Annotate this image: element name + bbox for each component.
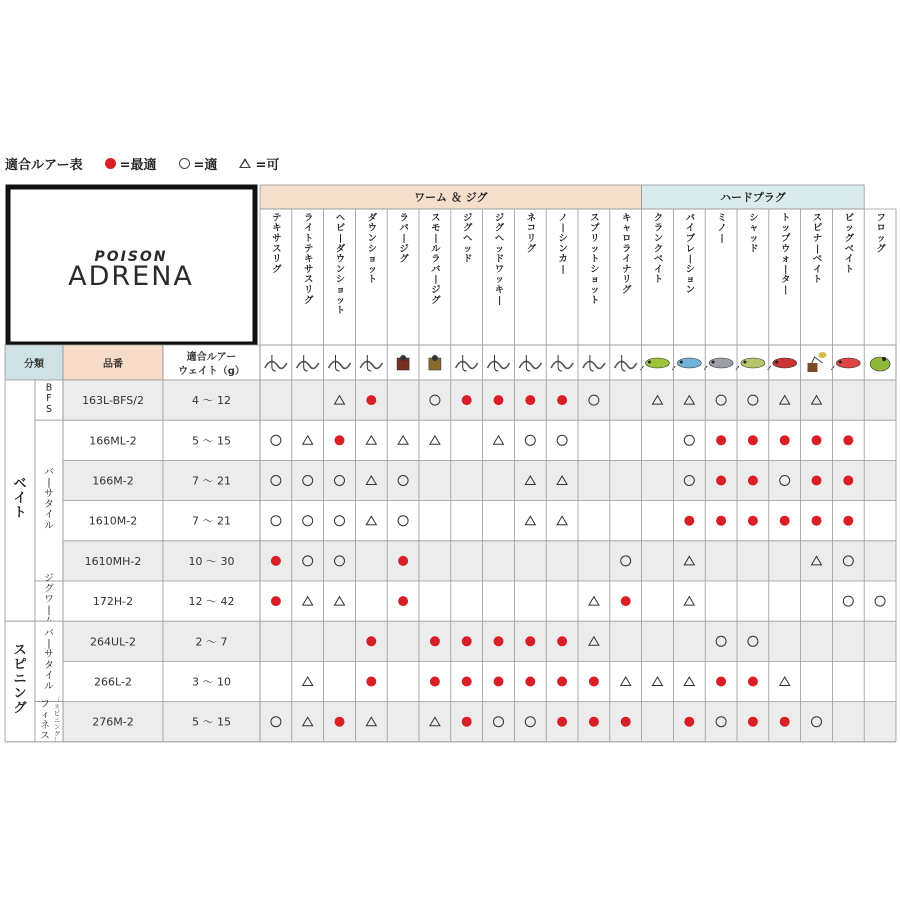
mark-best xyxy=(684,516,694,526)
svg-text:ト: ト xyxy=(781,212,791,224)
svg-text:ラ: ラ xyxy=(399,212,409,224)
group-label: ワーム ＆ ジグ xyxy=(414,191,488,204)
svg-text:ネ: ネ xyxy=(526,212,536,224)
header-weight-unit: ウェイト（g） xyxy=(178,366,245,377)
svg-text:グ: グ xyxy=(13,701,27,717)
svg-text:グ: グ xyxy=(622,284,632,296)
svg-text:サ: サ xyxy=(272,233,282,245)
svg-text:イ: イ xyxy=(622,253,632,265)
category-label xyxy=(13,477,26,521)
lure-name-split-shot xyxy=(590,212,600,305)
svg-text:S: S xyxy=(45,403,53,415)
mark-best xyxy=(557,636,567,646)
svg-text:ォ: ォ xyxy=(781,253,791,265)
svg-text:ダ: ダ xyxy=(335,243,346,255)
mark-best xyxy=(748,717,758,727)
lure-name-rubber-jig xyxy=(400,212,410,264)
brand-line1: POISON xyxy=(94,249,168,265)
svg-text:ニ: ニ xyxy=(13,672,27,688)
weight-range: 4 ～ 12 xyxy=(192,394,231,408)
row-background xyxy=(63,661,896,701)
svg-text:キ: キ xyxy=(272,222,282,234)
svg-text:ッ: ッ xyxy=(749,233,759,245)
model-name: 266L-2 xyxy=(94,675,132,689)
svg-text:リ: リ xyxy=(622,274,632,286)
svg-text:ッ: ッ xyxy=(781,222,791,234)
svg-text:シ: シ xyxy=(685,263,695,275)
mark-best xyxy=(843,435,853,445)
header-category: 分類 xyxy=(24,359,44,370)
lure-name-neko-rig xyxy=(527,211,537,254)
svg-text:〔: 〔 xyxy=(53,697,61,705)
mark-best xyxy=(462,636,472,646)
mark-best xyxy=(748,435,758,445)
svg-text:グ: グ xyxy=(399,253,409,265)
mark-best xyxy=(525,395,535,405)
svg-text:ベ: ベ xyxy=(13,476,27,492)
svg-text:リ: リ xyxy=(272,253,282,265)
subcategory xyxy=(35,380,63,420)
mark-best xyxy=(335,435,345,445)
svg-text:プ: プ xyxy=(590,222,600,234)
svg-text:ウ: ウ xyxy=(335,253,346,265)
lure-name-jighead-wacky xyxy=(495,212,505,305)
svg-text:ナ: ナ xyxy=(622,263,632,275)
svg-text:フ: フ xyxy=(876,212,886,224)
svg-text:〕: 〕 xyxy=(53,737,61,745)
mark-best xyxy=(589,677,599,687)
svg-text:ジ: ジ xyxy=(399,243,409,255)
lure-name-texas-rig xyxy=(272,212,282,275)
weight-range: 12 ～ 42 xyxy=(188,595,235,609)
svg-text:キ: キ xyxy=(622,212,632,224)
weight-range: 5 ～ 15 xyxy=(192,715,231,729)
svg-text:イ: イ xyxy=(844,253,854,265)
svg-text:ト: ト xyxy=(653,274,664,286)
svg-text:ト: ト xyxy=(13,505,27,521)
svg-text:イ: イ xyxy=(812,263,823,275)
lure-name-topwater xyxy=(781,212,791,295)
mark-best xyxy=(398,596,408,606)
svg-text:ッ: ッ xyxy=(463,243,473,255)
mark-best xyxy=(557,395,567,405)
model-name: 1610MH-2 xyxy=(84,554,142,568)
svg-text:ン: ン xyxy=(653,233,664,245)
subcategory-label xyxy=(44,628,54,692)
svg-text:グ: グ xyxy=(526,243,536,255)
row-background xyxy=(63,621,896,661)
row-background xyxy=(63,702,896,742)
svg-text:バ: バ xyxy=(399,222,409,234)
svg-text:ル: ル xyxy=(44,520,54,532)
model-name: 163L-BFS/2 xyxy=(82,394,144,408)
svg-text:ン: ン xyxy=(685,284,695,296)
svg-text:ジ: ジ xyxy=(44,572,54,584)
weight-range: 7 ～ 21 xyxy=(192,474,231,488)
svg-text:|: | xyxy=(815,243,820,255)
svg-text:|: | xyxy=(47,638,51,650)
svg-text:ラ: ラ xyxy=(653,222,664,234)
model-name: 1610M-2 xyxy=(88,514,138,528)
svg-text:ス: ス xyxy=(590,212,600,224)
weight-range: 7 ～ 21 xyxy=(192,514,231,528)
svg-text:ジ: ジ xyxy=(431,284,441,296)
svg-text:ス: ス xyxy=(812,212,823,224)
svg-text:ネ: ネ xyxy=(40,720,50,732)
svg-text:F: F xyxy=(46,393,52,405)
svg-text:バ: バ xyxy=(44,627,54,639)
svg-text:ノ: ノ xyxy=(558,212,568,224)
mark-best xyxy=(843,516,853,526)
svg-text:モ: モ xyxy=(431,222,441,234)
brand-line2: ADRENA xyxy=(68,261,194,292)
svg-text:|: | xyxy=(47,477,51,489)
mark-best xyxy=(716,435,726,445)
svg-text:グ: グ xyxy=(494,222,505,234)
subcategory-label xyxy=(46,383,53,415)
svg-text:ョ: ョ xyxy=(367,253,377,265)
svg-text:ャ: ャ xyxy=(749,222,759,234)
svg-text:シ: シ xyxy=(367,243,377,255)
svg-text:ョ: ョ xyxy=(590,274,600,286)
svg-text:ビ: ビ xyxy=(844,212,854,224)
model-name: 172H-2 xyxy=(92,595,134,609)
mark-best xyxy=(525,677,535,687)
svg-text:グ: グ xyxy=(876,243,886,255)
lure-name-small-rubber-jig xyxy=(431,212,441,305)
mark-best xyxy=(812,435,822,445)
mark-best xyxy=(366,395,376,405)
mark-best xyxy=(843,476,853,486)
svg-text:キ: キ xyxy=(494,284,505,296)
svg-text:プ: プ xyxy=(781,233,791,245)
mark-best xyxy=(621,596,631,606)
svg-text:リ: リ xyxy=(304,284,314,296)
svg-text:ッ: ッ xyxy=(844,222,854,234)
svg-text:ト: ト xyxy=(590,294,600,306)
mark-best xyxy=(430,677,440,687)
svg-text:ッ: ッ xyxy=(494,243,505,255)
svg-text:サ: サ xyxy=(44,649,54,661)
svg-text:ピ: ピ xyxy=(812,222,823,234)
lure-name-light-texas-rig xyxy=(304,212,314,305)
svg-text:ジ: ジ xyxy=(463,212,473,224)
brand-logo xyxy=(8,187,255,344)
svg-text:グ: グ xyxy=(431,294,441,306)
mark-best xyxy=(812,476,822,486)
lure-name-no-sinker xyxy=(559,212,568,275)
svg-text:キ: キ xyxy=(304,253,314,265)
svg-text:テ: テ xyxy=(272,212,282,224)
mark-best xyxy=(716,677,726,687)
category-label xyxy=(13,643,27,716)
svg-text:ン: ン xyxy=(13,686,27,702)
lure-name-vibration xyxy=(686,212,696,295)
lure-name-shad xyxy=(749,212,758,254)
lure-name-jighead xyxy=(463,212,473,264)
subcategory-label xyxy=(40,699,50,742)
weight-range: 2 ～ 7 xyxy=(195,635,228,649)
mark-best xyxy=(494,677,504,687)
svg-text:ッ: ッ xyxy=(876,233,886,245)
svg-text:シ: シ xyxy=(749,212,759,224)
subcategory xyxy=(35,420,63,581)
svg-text:ン: ン xyxy=(53,724,61,732)
lure-name-spinnerbait xyxy=(813,212,822,285)
svg-text:ト: ト xyxy=(304,233,314,245)
mark-best xyxy=(589,717,599,727)
svg-text:テ: テ xyxy=(304,243,314,255)
svg-text:フ: フ xyxy=(40,698,50,710)
svg-text:ロ: ロ xyxy=(622,233,632,245)
weight-range: 5 ～ 15 xyxy=(192,434,231,448)
row-background xyxy=(63,460,896,500)
model-name: 166ML-2 xyxy=(89,434,137,448)
header-weight: 適合ルアー xyxy=(186,352,237,363)
svg-text:ラ: ラ xyxy=(304,212,314,224)
svg-text:イ: イ xyxy=(13,491,27,507)
mark-best xyxy=(430,636,440,646)
svg-text:ナ: ナ xyxy=(812,233,823,245)
svg-text:タ: タ xyxy=(44,499,54,511)
svg-text:|: | xyxy=(434,233,438,245)
row-background xyxy=(63,501,896,541)
lure-name-downshot xyxy=(368,211,378,285)
svg-text:ク: ク xyxy=(653,212,664,224)
svg-text:リ: リ xyxy=(526,233,536,245)
svg-text:ン: ン xyxy=(335,263,346,275)
subcategory xyxy=(35,697,63,744)
mark-best xyxy=(748,677,758,687)
lure-name-carolina-rig xyxy=(622,212,632,295)
svg-text:ベ: ベ xyxy=(812,253,823,265)
svg-text:|: | xyxy=(338,233,343,245)
svg-text:ト: ト xyxy=(590,253,600,265)
svg-text:ョ: ョ xyxy=(335,284,346,296)
category-spinning xyxy=(5,621,35,742)
svg-text:サ: サ xyxy=(304,263,314,275)
row-background xyxy=(63,380,896,420)
svg-text:ン: ン xyxy=(367,233,377,245)
svg-text:|: | xyxy=(561,263,565,275)
svg-text:ン: ン xyxy=(558,243,568,255)
row-background xyxy=(63,420,896,460)
lure-name-heavy-downshot xyxy=(336,212,346,316)
svg-text:イ: イ xyxy=(44,509,54,521)
svg-text:ル: ル xyxy=(431,243,441,255)
svg-text:ド: ド xyxy=(463,253,473,265)
svg-text:ド: ド xyxy=(494,253,505,265)
mark-best xyxy=(684,717,694,727)
svg-text:コ: コ xyxy=(526,222,536,234)
svg-text:ル: ル xyxy=(44,681,54,693)
mark-best xyxy=(366,677,376,687)
svg-text:ダ: ダ xyxy=(367,212,377,224)
svg-text:グ: グ xyxy=(304,294,314,306)
svg-text:グ: グ xyxy=(272,263,282,275)
svg-text:イ: イ xyxy=(685,222,695,234)
svg-text:ビ: ビ xyxy=(335,222,346,234)
svg-text:ミ: ミ xyxy=(717,212,727,224)
mark-best xyxy=(398,556,408,566)
svg-text:ヘ: ヘ xyxy=(494,233,505,245)
lure-name-bigbait xyxy=(845,212,855,275)
subcategory-label xyxy=(44,573,54,627)
mark-best xyxy=(462,717,472,727)
svg-text:ウ: ウ xyxy=(781,243,791,255)
svg-text:ブ: ブ xyxy=(685,233,695,245)
mark-best xyxy=(748,516,758,526)
svg-text:ト: ト xyxy=(367,274,377,286)
svg-text:バ: バ xyxy=(44,467,54,479)
svg-text:ッ: ッ xyxy=(590,284,600,296)
svg-text:グ: グ xyxy=(44,583,54,595)
mark-best xyxy=(366,636,376,646)
svg-text:ラ: ラ xyxy=(622,243,632,255)
frog-icon xyxy=(870,357,890,371)
svg-text:B: B xyxy=(45,382,53,394)
lure-name-minnow xyxy=(718,212,727,244)
mark-best xyxy=(748,476,758,486)
chart-title: 適合ルアー表 xyxy=(5,157,83,173)
weight-range: 3 ～ 10 xyxy=(192,675,231,689)
svg-text:カ: カ xyxy=(558,253,568,265)
mark-best xyxy=(462,677,472,687)
svg-text:ロ: ロ xyxy=(876,222,886,234)
svg-text:シ: シ xyxy=(558,233,568,245)
mark-best xyxy=(812,516,822,526)
svg-text:イ: イ xyxy=(304,222,314,234)
svg-text:ジ: ジ xyxy=(494,212,505,224)
svg-text:グ: グ xyxy=(844,233,854,245)
svg-text:ス: ス xyxy=(13,642,27,658)
svg-text:ヘ: ヘ xyxy=(335,212,346,224)
svg-text:ス: ス xyxy=(431,212,441,224)
svg-text:タ: タ xyxy=(44,659,54,671)
mark-best xyxy=(780,435,790,445)
group-header xyxy=(260,185,642,209)
svg-text:|: | xyxy=(434,274,438,286)
subcategory xyxy=(35,621,63,701)
mark-best xyxy=(557,677,567,687)
svg-text:ベ: ベ xyxy=(653,253,664,265)
svg-text:ワ: ワ xyxy=(44,594,54,606)
mark-best xyxy=(716,516,726,526)
mark-best xyxy=(621,717,631,727)
lure-name-crankbait xyxy=(654,212,663,285)
svg-text:ョ: ョ xyxy=(685,274,695,286)
svg-text:ッ: ッ xyxy=(494,274,505,286)
svg-text:ヘ: ヘ xyxy=(463,233,473,245)
subcategory-note xyxy=(54,697,60,744)
svg-text:ラ: ラ xyxy=(431,253,441,265)
svg-text:ッ: ッ xyxy=(335,294,346,306)
subcategory-label xyxy=(44,467,54,531)
svg-text:ト: ト xyxy=(812,274,823,286)
svg-text:ド: ド xyxy=(749,243,759,255)
svg-text:ク: ク xyxy=(653,243,664,255)
svg-text:ピ: ピ xyxy=(13,657,27,673)
mark-best xyxy=(780,717,790,727)
svg-text:ッ: ッ xyxy=(367,263,377,275)
svg-text:グ: グ xyxy=(53,730,61,738)
header-model: 品番 xyxy=(103,359,123,370)
model-name: 264UL-2 xyxy=(90,635,136,649)
svg-text:シ: シ xyxy=(335,274,346,286)
mark-best xyxy=(271,596,281,606)
mark-best xyxy=(271,556,281,566)
svg-text:グ: グ xyxy=(463,222,473,234)
mark-best xyxy=(525,636,535,646)
svg-text:|: | xyxy=(561,222,565,234)
svg-text:|: | xyxy=(47,604,51,616)
mark-best xyxy=(494,636,504,646)
group-header xyxy=(642,185,865,209)
svg-text:|: | xyxy=(784,263,788,275)
mark-best xyxy=(462,395,472,405)
category-bait xyxy=(5,380,35,621)
svg-text:サ: サ xyxy=(44,488,54,500)
svg-text:|: | xyxy=(402,233,406,245)
svg-text:タ: タ xyxy=(781,274,791,286)
svg-text:ッ: ッ xyxy=(590,243,600,255)
svg-text:ス: ス xyxy=(40,730,50,742)
svg-text:レ: レ xyxy=(685,243,695,255)
legend-ok-label: =可 xyxy=(255,157,280,173)
svg-text:ウ: ウ xyxy=(367,222,377,234)
svg-text:シ: シ xyxy=(590,263,600,275)
svg-text:ベ: ベ xyxy=(844,243,854,255)
mark-best xyxy=(335,717,345,727)
lure-name-frog xyxy=(877,212,887,254)
mark-best xyxy=(494,395,504,405)
svg-text:|: | xyxy=(720,233,724,245)
svg-text:イ: イ xyxy=(653,263,664,275)
model-name: 166M-2 xyxy=(92,474,134,488)
svg-text:バ: バ xyxy=(431,263,441,275)
svg-text:ト: ト xyxy=(335,305,346,317)
svg-text:ャ: ャ xyxy=(622,222,632,234)
subcategory xyxy=(35,573,63,627)
svg-text:|: | xyxy=(784,284,788,296)
svg-text:ス: ス xyxy=(304,274,314,286)
svg-text:バ: バ xyxy=(685,212,695,224)
svg-text:ワ: ワ xyxy=(494,263,505,275)
svg-text:ス: ス xyxy=(272,243,282,255)
mark-best xyxy=(557,717,567,727)
legend-good-label: =適 xyxy=(193,157,218,173)
legend-best-label: =最適 xyxy=(119,157,157,173)
svg-text:リ: リ xyxy=(590,233,600,245)
svg-text:|: | xyxy=(497,294,502,306)
svg-text:ト: ト xyxy=(844,263,854,275)
mark-best xyxy=(716,476,726,486)
weight-range: 10 ～ 30 xyxy=(188,554,235,568)
svg-text:ノ: ノ xyxy=(717,222,727,234)
svg-text:ニ: ニ xyxy=(53,717,61,725)
svg-text:ス: ス xyxy=(53,703,61,711)
mark-best xyxy=(780,516,790,526)
svg-text:ピ: ピ xyxy=(53,710,61,718)
svg-text:ィ: ィ xyxy=(40,709,50,721)
model-name: 276M-2 xyxy=(92,715,134,729)
svg-text:|: | xyxy=(688,253,692,265)
group-label: ハードプラグ xyxy=(720,191,786,204)
svg-text:イ: イ xyxy=(44,670,54,682)
